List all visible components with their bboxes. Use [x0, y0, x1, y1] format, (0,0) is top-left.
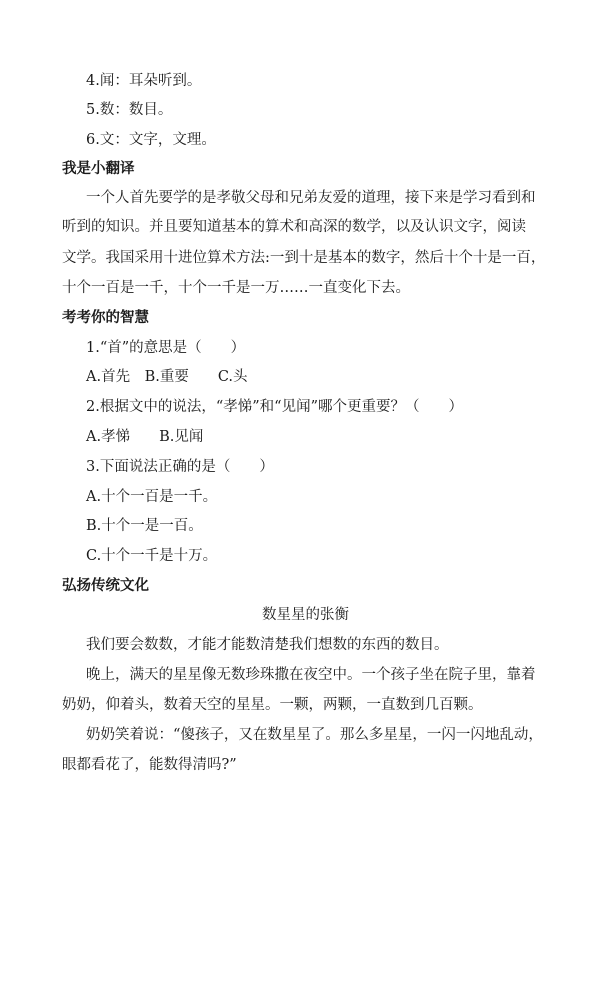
quiz-question-2-options: A.孝悌 B.见闻: [86, 429, 204, 445]
story-title: 数星星的张衡: [262, 607, 349, 623]
quiz-question-1: 1.“首”的意思是（ ）: [86, 340, 246, 356]
story-line: 奶奶，仰着头，数着天空的星星。一颗，两颗，一直数到几百颗。: [62, 697, 483, 713]
quiz-heading: 考考你的智慧: [62, 310, 149, 326]
translation-line: 一个人首先要学的是孝敬父母和兄弟友爱的道理，接下来是学习看到和: [86, 190, 536, 206]
quiz-question-3-option-b: B.十个一是一百。: [86, 518, 203, 534]
quiz-question-3: 3.下面说法正确的是（ ）: [86, 459, 274, 475]
story-line: 眼都看花了，能数得清吗?”: [62, 757, 237, 773]
story-line: 晚上，满天的星星像无数珍珠撒在夜空中。一个孩子坐在院子里，靠着: [86, 667, 536, 683]
quiz-question-3-option-c: C.十个一千是十万。: [86, 548, 218, 564]
note-item-6: 6.文：文字，文理。: [86, 132, 216, 148]
note-item-4: 4.闻：耳朵听到。: [86, 73, 202, 89]
quiz-question-2: 2.根据文中的说法，“孝悌”和“见闻”哪个更重要？（ ）: [86, 399, 463, 415]
quiz-question-1-options: A.首先 B.重要 C.头: [86, 369, 248, 385]
quiz-question-3-option-a: A.十个一百是一千。: [86, 489, 218, 505]
translation-heading: 我是小翻译: [62, 161, 135, 177]
story-line: 我们要会数数，才能才能数清楚我们想数的东西的数目。: [86, 637, 449, 653]
translation-line: 听到的知识。并且要知道基本的算术和高深的数学，以及认识文字，阅读: [62, 219, 526, 235]
culture-heading: 弘扬传统文化: [62, 578, 149, 594]
story-line: 奶奶笑着说：“傻孩子，又在数星星了。那么多星星，一闪一闪地乱动，: [86, 727, 543, 743]
note-item-5: 5.数：数目。: [86, 102, 173, 118]
translation-line: 文学。我国采用十进位算术方法:一到十是基本的数字，然后十个十是一百，: [62, 250, 546, 266]
translation-line: 十个一百是一千，十个一千是一万……一直变化下去。: [62, 280, 410, 296]
